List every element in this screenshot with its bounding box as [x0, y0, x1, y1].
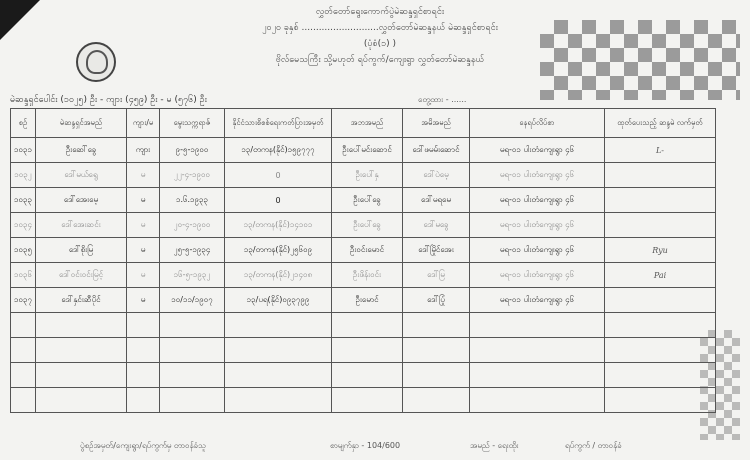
page-number: စာမျက်နှာ - 104/600	[330, 441, 401, 450]
table-cell-empty	[470, 338, 605, 363]
signature-cell	[605, 288, 716, 313]
table-cell-empty	[470, 388, 605, 413]
table-cell: မရ-၀၁ ပါးတံကျေးရွာ ၄၆	[470, 138, 605, 163]
table-cell: ၁၃/တကန(နိုင်)၂၅၆၀၉	[225, 238, 332, 263]
col-header: အဘအမည်	[332, 109, 403, 138]
table-cell-empty	[127, 363, 160, 388]
voter-count-summary: မဲဆန္ဒရှင်ပေါင်း (၁၀၂၅) ဦး - ကျား (၄၅၉) ဦး - မ (၅၇၆) ဦး	[10, 95, 207, 105]
table-cell-empty	[403, 388, 470, 413]
table-cell: ၁၃/တကန(နိုင်)၂၁၄၀၈	[225, 263, 332, 288]
table-cell: ဒေါ်မရမေ	[403, 188, 470, 213]
table-cell-empty	[11, 338, 36, 363]
signature-cell: Ryu	[605, 238, 716, 263]
table-cell: ဒေါ်ဝင်းဝင်းမြင့်	[36, 263, 127, 288]
table-cell-empty	[36, 313, 127, 338]
table-cell: ၁၀၃၆	[11, 263, 36, 288]
col-header: မွေးသက္ကရာဇ်	[160, 109, 225, 138]
table-cell: ကျား	[127, 138, 160, 163]
table-cell-empty	[605, 388, 716, 413]
col-header: ထုတ်ပေးသည့် ဆန္ဒမဲ လက်မှတ်	[605, 109, 716, 138]
table-cell: မ	[127, 213, 160, 238]
table-cell: ဒေါ်မြိုင်အေး	[403, 238, 470, 263]
table-cell: ၂၀-၄-၁၉၀၀	[160, 213, 225, 238]
meta-right: တွေ့ထား - ......	[418, 95, 467, 104]
table-cell: မရ-၀၁ ပါးတံကျေးရွာ ၄၆	[470, 288, 605, 313]
table-cell: မ	[127, 288, 160, 313]
table-cell: ၁၀၃၁	[11, 138, 36, 163]
table-cell: ၁၆-၅-၁၉၃၂	[160, 263, 225, 288]
col-header: ကျား/မ	[127, 109, 160, 138]
signature-cell: Pai	[605, 263, 716, 288]
table-cell-empty	[127, 313, 160, 338]
table-cell: မ	[127, 188, 160, 213]
scan-corner-shadow	[0, 0, 40, 40]
table-cell: 0	[225, 163, 332, 188]
table-row	[11, 263, 716, 288]
table-cell-empty	[127, 338, 160, 363]
table-cell-empty	[332, 313, 403, 338]
table-cell: ၁၀၃၄	[11, 213, 36, 238]
table-cell-empty	[11, 363, 36, 388]
table-cell: ၂၅-၅-၁၉၃၄	[160, 238, 225, 263]
table-cell-empty	[225, 388, 332, 413]
table-cell: မရ-၀၁ ပါးတံကျေးရွာ ၄၆	[470, 238, 605, 263]
table-cell-empty	[403, 338, 470, 363]
table-cell: ၁၀၃၃	[11, 188, 36, 213]
table-row-empty	[11, 363, 716, 388]
table-cell: ဦးပေါ်ခွေ	[332, 213, 403, 238]
table-cell: ဒေါ်ပြုံ	[403, 288, 470, 313]
table-row	[11, 163, 716, 188]
col-header: စဉ်	[11, 109, 36, 138]
location-line: ဗိုလ်မေသကြီး သို့မဟုတ် ရပ်ကွက်/ကျေးရွာ လွှတ်တော်မဲဆန္ဒနယ်	[275, 55, 485, 65]
table-cell-empty	[605, 313, 716, 338]
table-cell: ဒေါ်ဖမမ်းဆောင်	[403, 138, 470, 163]
footer-responsible: ပွဲစဉ်အမှတ်/ကျေးရွာ/ရပ်ကွက်မှ တာဝန်ခံသူ	[80, 441, 206, 450]
signature-cell	[605, 213, 716, 238]
table-cell-empty	[160, 363, 225, 388]
table-cell: ၉-၅-၁၉၀၀	[160, 138, 225, 163]
table-cell-empty	[332, 363, 403, 388]
table-cell: ၁၀၃၂	[11, 163, 36, 188]
table-cell-empty	[225, 313, 332, 338]
table-cell: ဦးဝင်းမောင်	[332, 238, 403, 263]
table-cell-empty	[332, 388, 403, 413]
table-cell-empty	[160, 388, 225, 413]
table-cell-empty	[127, 388, 160, 413]
table-cell-empty	[36, 388, 127, 413]
table-row-empty	[11, 338, 716, 363]
table-cell: ၂၂-၄-၁၉၀၀	[160, 163, 225, 188]
col-header: အမိအမည်	[403, 109, 470, 138]
table-cell: ဒေါ်မယ်ရွေ	[36, 163, 127, 188]
table-cell-empty	[403, 313, 470, 338]
table-cell: ၁၃/ပရ(နိုင်)၀၉၃၇၉၉	[225, 288, 332, 313]
table-cell: ဒေါ်မခွေ	[403, 213, 470, 238]
table-cell-empty	[11, 388, 36, 413]
table-row	[11, 188, 716, 213]
table-cell: ဒေါ်နှင်းဆီပိုင်	[36, 288, 127, 313]
table-cell-empty	[36, 363, 127, 388]
table-cell: ၁၀၃၇	[11, 288, 36, 313]
table-cell-empty	[225, 338, 332, 363]
table-row-empty	[11, 388, 716, 413]
table-cell: ၁.၆.၁၉၃၃	[160, 188, 225, 213]
table-cell-empty	[225, 363, 332, 388]
table-cell: ၁၀၃၅	[11, 238, 36, 263]
table-cell: 0	[225, 188, 332, 213]
col-header: နေရပ်လိပ်စာ	[470, 109, 605, 138]
table-cell: မရ-၀၁ ပါးတံကျေးရွာ ၄၆	[470, 188, 605, 213]
table-cell: ဒေါ်အေးမေ့	[36, 188, 127, 213]
table-cell-empty	[403, 363, 470, 388]
table-cell-empty	[332, 338, 403, 363]
table-row	[11, 213, 716, 238]
footer-name: အမည် - ရေးထိုး	[470, 441, 519, 450]
table-row	[11, 138, 716, 163]
table-cell: ဦးပေါ်ခွေ	[332, 188, 403, 213]
table-cell: မ	[127, 238, 160, 263]
voter-table	[10, 108, 716, 413]
table-cell: ၁၃/တကန(နိုင်)၁၅၉၇၇၇	[225, 138, 332, 163]
table-cell: ဦးပေါ်မင်းဆောင်	[332, 138, 403, 163]
table-cell: ဦးပေါ်နှ	[332, 163, 403, 188]
government-seal-icon	[76, 42, 116, 82]
signature-cell	[605, 163, 716, 188]
table-cell-empty	[605, 363, 716, 388]
doc-subtitle: ၂၀၂၀ ခုနှစ် ...........................လွှတ်တော်မဲဆန္ဒနယ် မဲဆန္ဒရှင်စာရင်း	[262, 23, 498, 33]
table-cell: မရ-၀၁ ပါးတံကျေးရွာ ၄၆	[470, 263, 605, 288]
signature-cell	[605, 188, 716, 213]
table-cell: ဦးဖိန်းဝင်း	[332, 263, 403, 288]
table-cell-empty	[470, 363, 605, 388]
table-cell-empty	[605, 338, 716, 363]
table-cell-empty	[11, 313, 36, 338]
table-cell: ဒေါ်အေးဆင်း	[36, 213, 127, 238]
table-cell-empty	[470, 313, 605, 338]
signature-cell: L-	[605, 138, 716, 163]
col-header: နိုင်ငံသားစိစစ်ရေးကတ်ပြားအမှတ်	[225, 109, 332, 138]
table-cell: ဦးဆေါ်ခွေ	[36, 138, 127, 163]
col-header: မဲဆန္ဒရှင်အမည်	[36, 109, 127, 138]
table-cell: မ	[127, 163, 160, 188]
table-cell: မ	[127, 263, 160, 288]
table-cell: မရ-၀၁ ပါးတံကျေးရွာ ၄၆	[470, 213, 605, 238]
table-cell-empty	[160, 313, 225, 338]
table-row	[11, 238, 716, 263]
table-cell: ဒေါ်စိုးမြ	[36, 238, 127, 263]
table-row-empty	[11, 313, 716, 338]
table-cell: ဦးမောင်	[332, 288, 403, 313]
table-cell: ၁၃/တကန(နိုင်)၁၄၁၀၁	[225, 213, 332, 238]
table-cell: ၁၀/၁၁/၁၉၀၇	[160, 288, 225, 313]
table-cell-empty	[160, 338, 225, 363]
table-row	[11, 288, 716, 313]
table-cell-empty	[36, 338, 127, 363]
table-cell: ဒေါ်ပဲမေ့	[403, 163, 470, 188]
doc-title: လွှတ်တော်ရွေးကောက်ပွဲမဲဆန္ဒရှင်စာရင်း	[315, 7, 445, 17]
table-cell: မရ-၀၁ ပါးတံကျေးရွာ ၄၆	[470, 163, 605, 188]
table-cell: ဒေါ်မြ	[403, 263, 470, 288]
form-number: (ပုံစံ(၁) )	[363, 39, 397, 49]
footer-ward: ရပ်ကွက် / တာဝန်ခံ	[565, 441, 622, 450]
